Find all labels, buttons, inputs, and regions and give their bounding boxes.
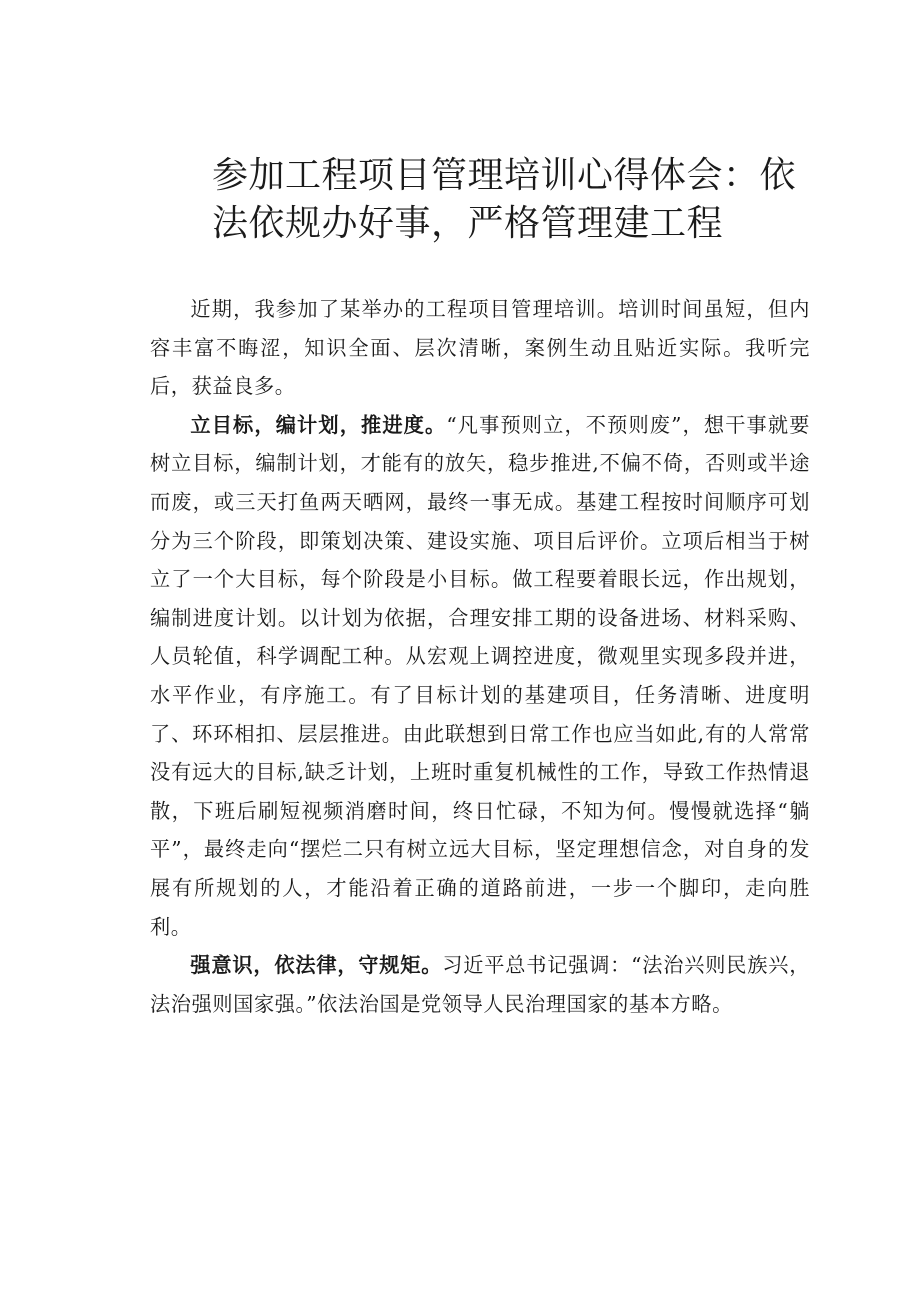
paragraph-text: “凡事预则立，不预则废”，想干事就要树立目标，编制计划，才能有的放矢，稳步推进,不偏不倚，否则或半途而废，或三天打鱼两天晒网，最终一事无成。基建工程按时间顺序可划分为三个阶段，即策划决策、建设实施、项目后评价。立项后相当于树立了一个大目标，每个阶段是小目标。做工程要着眼长远，作出规划，编制进度计划。以计划为依据，合理安排工期的设备进场、材料采购、人员轮值，科学调配工种。从宏观上调控进度，微观里实现多段并进，水平作业，有序施工。有了目标计划的基建项目，任务清晰、进度明了、环环相扣、层层推进。由此联想到日常工作也应当如此,有的人常常没有远大的目标,缺乏计划，上班时重复机械性的工作，导致工作热情退散，下班后刷短视频消磨时间，终日忙碌，不知为何。慢慢就选择“躺平”，最终走向“摆烂二只有树立远大目标，坚定理想信念，对自身的发展有所规划的人，才能沿着正确的道路前进，一步一个脚印，走向胜利。 [150,412,810,939]
paragraph-law [150,946,810,1023]
paragraph-lead: 立目标，编计划，推进度。 [190,412,447,437]
paragraph-goals [150,406,810,946]
paragraph-text: 近期，我参加了某举办的工程项目管理培训。培训时间虽短，但内容丰富不晦涩，知识全面、层次清晰，案例生动且贴近实际。我听完后，获益良多。 [150,297,810,399]
document-body [150,290,810,1023]
paragraph-lead: 强意识，依法律，守规矩。 [190,953,443,978]
paragraph-intro [150,290,810,406]
paragraph-text: 习近平总书记强调：“法治兴则民族兴，法治强则国家强。”依法治国是党领导人民治理国家的基本方略。 [150,953,811,1016]
document-title: 参加工程项目管理培训心得体会：依法依规办好事，严格管理建工程 [212,155,797,244]
